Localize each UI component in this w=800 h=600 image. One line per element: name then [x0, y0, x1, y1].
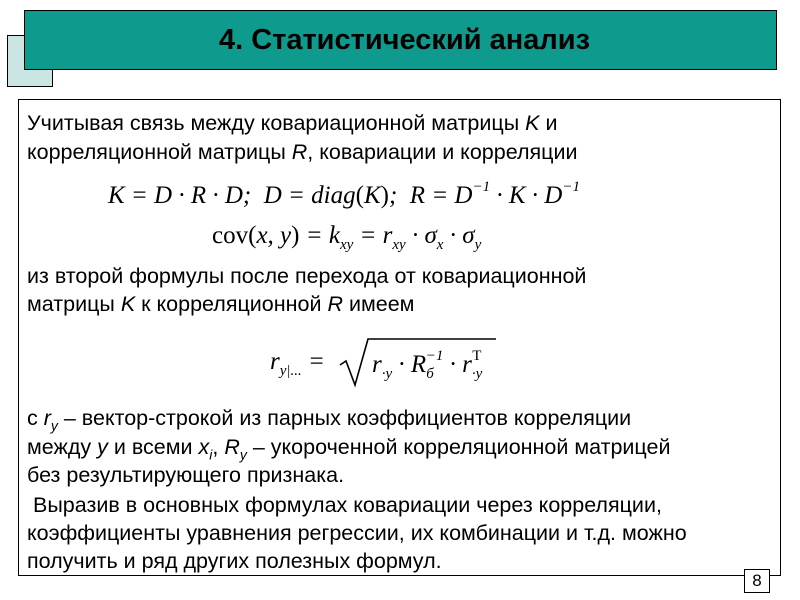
mid-line-2: матрицы K к корреляционной R имеем: [27, 292, 415, 316]
intro-line-1: Учитывая связь между ковариационной матрицы K и: [27, 111, 558, 135]
mid-line-1: из второй формулы после перехода от ковариационной: [27, 264, 587, 288]
final-line-2: коэффициенты уравнения регрессии, их комбинации и т.д. можно: [27, 521, 687, 545]
formula-covariance: cov(x, $y) = k_{xy} = r_{xy} \cdot \sigma_x \cdot \sigma_y$: [212, 222, 482, 253]
formula-multiple-correlation: $r_{y|...}$ =: [270, 348, 325, 379]
final-line-1: Выразив в основных формулах ковариации через корреляции,: [33, 493, 662, 517]
slide-title: 4. Статистический анализ: [218, 23, 591, 56]
title-bar: [24, 10, 777, 70]
radicand: $r_{\cdot y} \cdot R_б^{-1} \cdot r_{\cdot y}^T$: [372, 348, 483, 382]
intro-line-2: корреляционной матрицы R, ковариации и корреляции: [27, 140, 578, 164]
def-line-1: с $r_y$ – вектор-строкой из парных коэффициентов корреляции: [27, 406, 632, 434]
page-number: 8: [744, 569, 770, 593]
formula-matrix-relations: K = D · R · D; D = diag(K); $R = D^{-1} \cdot K \cdot D^{-1}$: [108, 179, 580, 209]
def-line-2: между y и всеми $x_i$, $R_y$ – укороченной корреляционной матрицей: [27, 435, 671, 463]
final-line-3: получить и ряд других полезных формул.: [27, 549, 442, 573]
def-line-3: без результирующего признака.: [27, 463, 345, 487]
